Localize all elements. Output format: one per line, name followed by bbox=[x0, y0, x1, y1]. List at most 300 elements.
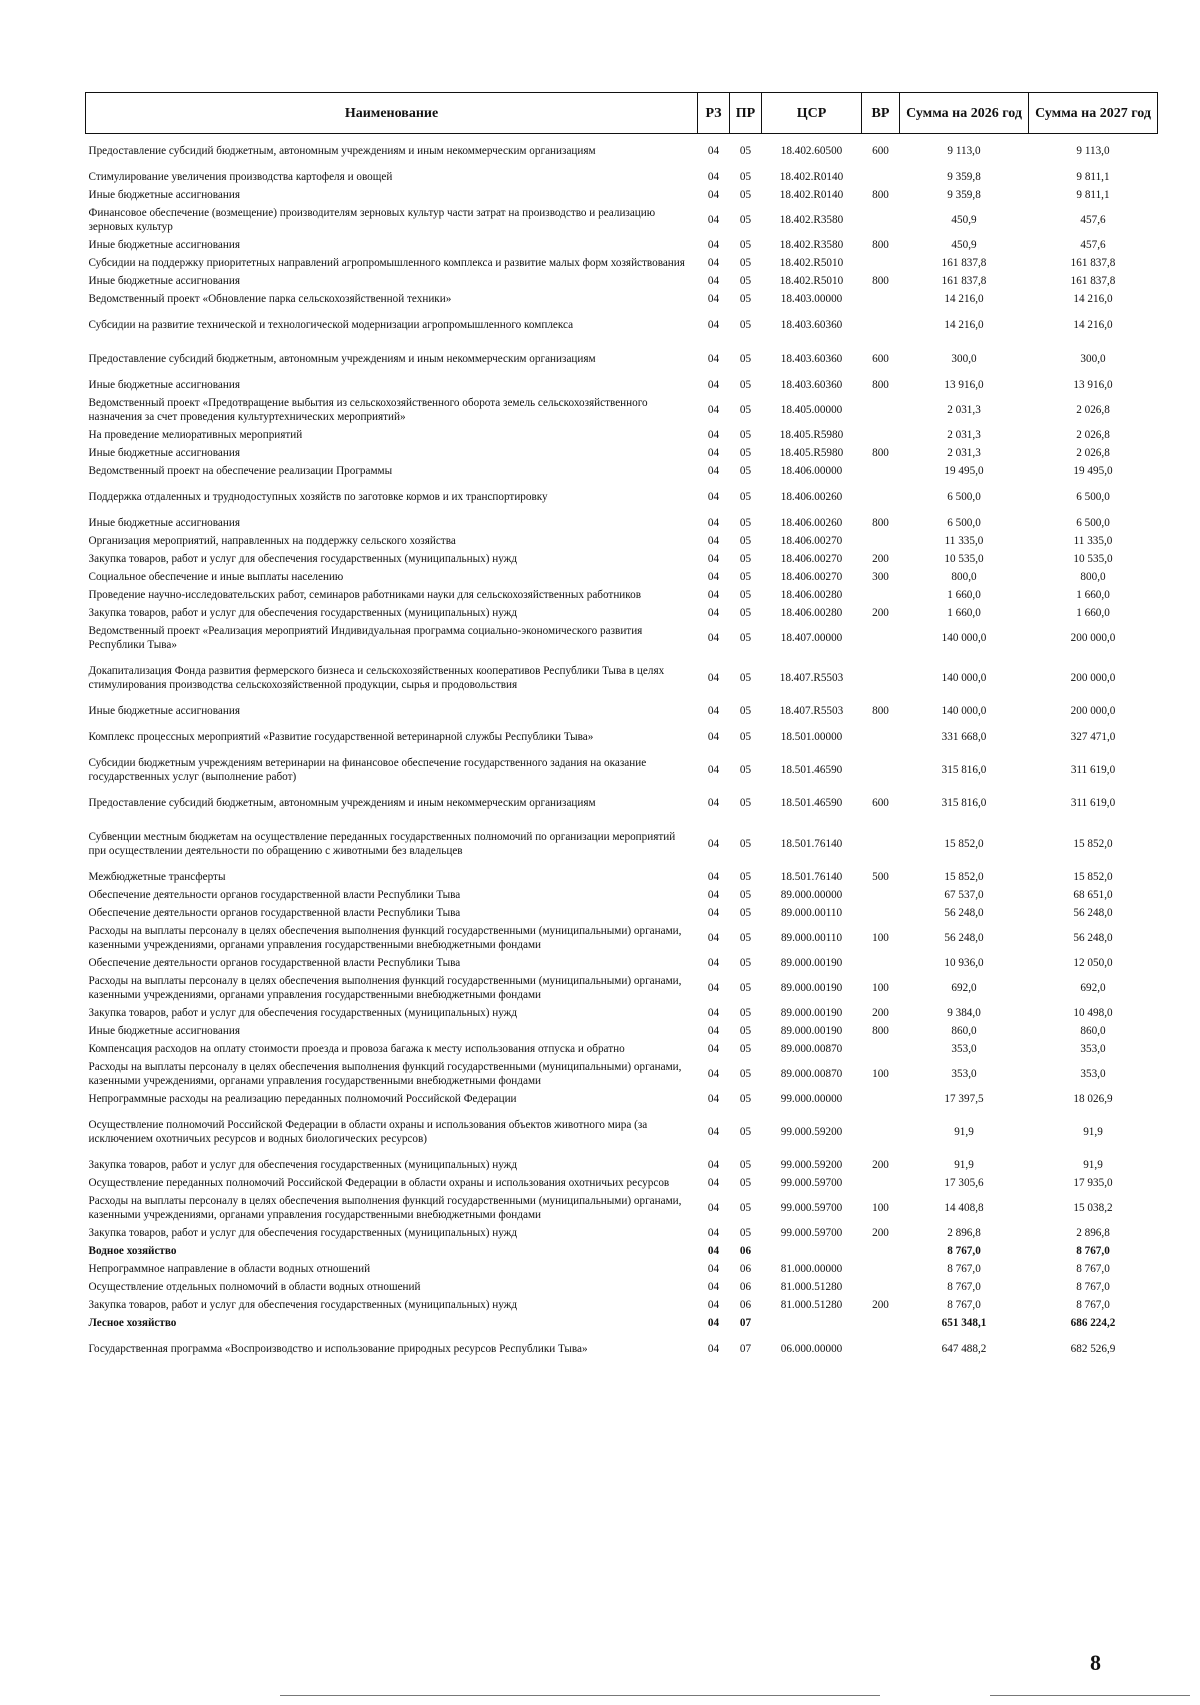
cell-name: Финансовое обеспечение (возмещение) производителям зерновых культур части затрат на производство и реализацию зерновых культур bbox=[88, 207, 656, 233]
cell-rz: 04 bbox=[707, 189, 720, 201]
cell-csr: 89.000.00110 bbox=[780, 907, 843, 919]
cell-name: Осуществление полномочий Российской Федерации в области охраны и использования объектов животного мира (за исключением охотничьих ресурсов и водных биологических ресурсов) bbox=[88, 1119, 648, 1145]
cell-sum-2026: 10 936,0 bbox=[944, 957, 984, 969]
cell-vr bbox=[862, 290, 900, 308]
cell-sum-2027: 2 026,8 bbox=[1076, 429, 1110, 441]
cell-pr: 05 bbox=[739, 1227, 752, 1239]
cell-name: Компенсация расходов на оплату стоимости проезда и провоза багажа к месту использования отпуска и обратно bbox=[88, 1043, 625, 1055]
cell-rz: 04 bbox=[707, 429, 720, 441]
cell-name: Ведомственный проект «Реализация мероприятий Индивидуальная программа социально-экономического развития Республики Тыва» bbox=[88, 625, 643, 651]
cell-sum-2026: 161 837,8 bbox=[941, 275, 987, 287]
cell-sum-2026: 9 384,0 bbox=[947, 1007, 981, 1019]
cell-vr bbox=[862, 532, 900, 550]
cell-name: Непрограммное направление в области водных отношений bbox=[88, 1263, 371, 1275]
cell-name: Иные бюджетные ассигнования bbox=[88, 447, 240, 459]
cell-vr: 200 bbox=[872, 553, 889, 565]
budget-table-page bbox=[85, 92, 1157, 1366]
cell-vr: 800 bbox=[872, 705, 889, 717]
cell-sum-2027: 13 916,0 bbox=[1073, 379, 1113, 391]
cell-csr: 18.407.R5503 bbox=[779, 705, 844, 717]
cell-sum-2026: 140 000,0 bbox=[941, 632, 987, 644]
cell-vr bbox=[862, 204, 900, 236]
cell-pr: 05 bbox=[739, 838, 752, 850]
cell-vr bbox=[862, 720, 900, 754]
cell-csr: 18.403.60360 bbox=[780, 353, 843, 365]
cell-pr: 05 bbox=[739, 907, 752, 919]
cell-pr: 05 bbox=[739, 465, 752, 477]
table-row bbox=[86, 394, 1158, 426]
table-row bbox=[86, 922, 1158, 954]
cell-pr: 05 bbox=[739, 731, 752, 743]
cell-sum-2027: 8 767,0 bbox=[1076, 1299, 1110, 1311]
cell-sum-2027: 161 837,8 bbox=[1070, 275, 1116, 287]
cell-vr bbox=[862, 1242, 900, 1260]
cell-vr: 100 bbox=[872, 1068, 889, 1080]
cell-csr: 18.402.R3580 bbox=[779, 239, 844, 251]
cell-vr bbox=[862, 462, 900, 480]
cell-sum-2027: 327 471,0 bbox=[1070, 731, 1116, 743]
cell-sum-2026: 6 500,0 bbox=[947, 491, 981, 503]
cell-pr: 05 bbox=[739, 257, 752, 269]
cell-rz: 04 bbox=[707, 607, 720, 619]
cell-rz: 04 bbox=[707, 871, 720, 883]
cell-name: Закупка товаров, работ и услуг для обеспечения государственных (муниципальных) нужд bbox=[88, 553, 518, 565]
cell-vr bbox=[862, 1278, 900, 1296]
cell-sum-2026: 8 767,0 bbox=[947, 1263, 981, 1275]
cell-name: Иные бюджетные ассигнования bbox=[88, 517, 240, 529]
cell-csr: 18.501.76140 bbox=[780, 838, 843, 850]
cell-sum-2026: 13 916,0 bbox=[944, 379, 984, 391]
cell-name: Иные бюджетные ассигнования bbox=[88, 1025, 240, 1037]
cell-csr: 18.501.76140 bbox=[780, 871, 843, 883]
cell-vr bbox=[862, 480, 900, 514]
cell-rz: 04 bbox=[707, 1299, 720, 1311]
cell-sum-2027: 14 216,0 bbox=[1073, 293, 1113, 305]
cell-pr: 05 bbox=[739, 1093, 752, 1105]
cell-pr: 05 bbox=[739, 404, 752, 416]
table-row bbox=[86, 720, 1158, 754]
cell-csr: 89.000.00190 bbox=[780, 1025, 843, 1037]
cell-pr: 05 bbox=[739, 379, 752, 391]
cell-rz: 04 bbox=[707, 797, 720, 809]
cell-sum-2027: 860,0 bbox=[1080, 1025, 1106, 1037]
cell-csr: 18.405.R5980 bbox=[779, 429, 844, 441]
cell-name: Субсидии на поддержку приоритетных направлений агропромышленного комплекса и развитие малых форм хозяйствования bbox=[88, 257, 685, 269]
table-row bbox=[86, 1224, 1158, 1242]
table-row bbox=[86, 1260, 1158, 1278]
cell-vr: 800 bbox=[872, 239, 889, 251]
cell-vr: 800 bbox=[872, 275, 889, 287]
cell-name: Обеспечение деятельности органов государственной власти Республики Тыва bbox=[88, 957, 461, 969]
cell-name: Закупка товаров, работ и услуг для обеспечения государственных (муниципальных) нужд bbox=[88, 1159, 518, 1171]
cell-vr: 200 bbox=[872, 1227, 889, 1239]
cell-sum-2026: 140 000,0 bbox=[941, 705, 987, 717]
cell-rz: 04 bbox=[707, 1263, 720, 1275]
cell-vr: 200 bbox=[872, 1007, 889, 1019]
cell-pr: 06 bbox=[739, 1245, 752, 1257]
cell-sum-2026: 331 668,0 bbox=[941, 731, 987, 743]
cell-name: Иные бюджетные ассигнования bbox=[88, 189, 240, 201]
cell-vr bbox=[862, 954, 900, 972]
cell-csr: 18.406.00260 bbox=[780, 517, 843, 529]
cell-rz: 04 bbox=[707, 1202, 720, 1214]
cell-sum-2027: 8 767,0 bbox=[1076, 1263, 1110, 1275]
cell-name: Закупка товаров, работ и услуг для обеспечения государственных (муниципальных) нужд bbox=[88, 1299, 518, 1311]
cell-rz: 04 bbox=[707, 731, 720, 743]
cell-sum-2027: 353,0 bbox=[1080, 1068, 1106, 1080]
cell-pr: 05 bbox=[739, 705, 752, 717]
cell-csr: 81.000.00000 bbox=[780, 1263, 843, 1275]
cell-sum-2027: 9 113,0 bbox=[1076, 145, 1110, 157]
cell-sum-2027: 353,0 bbox=[1080, 1043, 1106, 1055]
cell-sum-2027: 14 216,0 bbox=[1073, 319, 1113, 331]
bottom-scan-line bbox=[280, 1695, 880, 1696]
table-row bbox=[86, 1090, 1158, 1108]
table-row bbox=[86, 272, 1158, 290]
cell-pr: 06 bbox=[739, 1281, 752, 1293]
cell-csr: 18.405.R5980 bbox=[779, 447, 844, 459]
cell-csr: 18.403.60360 bbox=[780, 379, 843, 391]
cell-sum-2026: 2 031,3 bbox=[947, 447, 981, 459]
cell-rz: 04 bbox=[707, 1159, 720, 1171]
cell-vr: 200 bbox=[872, 607, 889, 619]
table-body bbox=[86, 134, 1158, 1367]
bottom-scan-line-right bbox=[990, 1695, 1190, 1696]
cell-sum-2026: 8 767,0 bbox=[947, 1299, 981, 1311]
cell-name: Иные бюджетные ассигнования bbox=[88, 239, 240, 251]
cell-vr: 600 bbox=[872, 145, 889, 157]
cell-rz: 04 bbox=[707, 932, 720, 944]
cell-csr: 18.501.46590 bbox=[780, 797, 843, 809]
cell-sum-2026: 9 113,0 bbox=[947, 145, 981, 157]
cell-name: Расходы на выплаты персоналу в целях обеспечения выполнения функций государственными (муниципальными) органами, казенными учреждениями, органами управления государственными внебюджетными фондами bbox=[88, 975, 682, 1001]
cell-name: Лесное хозяйство bbox=[88, 1317, 177, 1329]
cell-sum-2027: 56 248,0 bbox=[1073, 907, 1113, 919]
table-row bbox=[86, 868, 1158, 886]
table-row bbox=[86, 886, 1158, 904]
table-row bbox=[86, 1278, 1158, 1296]
cell-name: Социальное обеспечение и иные выплаты населению bbox=[88, 571, 344, 583]
table-header bbox=[86, 93, 1158, 134]
cell-sum-2027: 8 767,0 bbox=[1076, 1281, 1110, 1293]
cell-sum-2026: 450,9 bbox=[951, 239, 977, 251]
cell-rz: 04 bbox=[707, 257, 720, 269]
table-row bbox=[86, 168, 1158, 186]
cell-name: Осуществление переданных полномочий Российской Федерации в области охраны и использования охотничьих ресурсов bbox=[88, 1177, 670, 1189]
cell-vr: 600 bbox=[872, 353, 889, 365]
cell-rz: 04 bbox=[707, 764, 720, 776]
cell-vr bbox=[862, 1260, 900, 1278]
cell-vr bbox=[862, 1332, 900, 1366]
table-row bbox=[86, 1040, 1158, 1058]
table-row bbox=[86, 480, 1158, 514]
table-row bbox=[86, 186, 1158, 204]
cell-sum-2027: 17 935,0 bbox=[1073, 1177, 1113, 1189]
table-row bbox=[86, 604, 1158, 622]
cell-rz: 04 bbox=[707, 293, 720, 305]
cell-sum-2027: 19 495,0 bbox=[1073, 465, 1113, 477]
cell-name: Закупка товаров, работ и услуг для обеспечения государственных (муниципальных) нужд bbox=[88, 1007, 518, 1019]
table-row bbox=[86, 1174, 1158, 1192]
cell-sum-2027: 9 811,1 bbox=[1076, 189, 1110, 201]
cell-csr: 18.406.00270 bbox=[780, 553, 843, 565]
cell-sum-2027: 12 050,0 bbox=[1073, 957, 1113, 969]
header-csr: ЦСР bbox=[762, 93, 862, 134]
cell-pr: 05 bbox=[739, 607, 752, 619]
table-row bbox=[86, 904, 1158, 922]
cell-csr: 89.000.00190 bbox=[780, 982, 843, 994]
cell-sum-2027: 800,0 bbox=[1080, 571, 1106, 583]
table-row bbox=[86, 1242, 1158, 1260]
cell-csr: 18.406.00260 bbox=[780, 491, 843, 503]
cell-name: Расходы на выплаты персоналу в целях обеспечения выполнения функций государственными (муниципальными) органами, казенными учреждениями, органами управления государственными внебюджетными фондами bbox=[88, 1061, 682, 1087]
cell-name: Проведение научно-исследовательских работ, семинаров работниками науки для сельскохозяйственных работников bbox=[88, 589, 642, 601]
table-row bbox=[86, 1314, 1158, 1332]
cell-rz: 04 bbox=[707, 571, 720, 583]
cell-sum-2026: 315 816,0 bbox=[941, 797, 987, 809]
cell-name: Обеспечение деятельности органов государственной власти Республики Тыва bbox=[88, 889, 461, 901]
cell-sum-2026: 56 248,0 bbox=[944, 932, 984, 944]
cell-rz: 04 bbox=[707, 1177, 720, 1189]
cell-rz: 04 bbox=[707, 1007, 720, 1019]
cell-rz: 04 bbox=[707, 1343, 720, 1355]
cell-csr: 18.406.00270 bbox=[780, 535, 843, 547]
cell-sum-2026: 2 031,3 bbox=[947, 429, 981, 441]
cell-sum-2027: 2 896,8 bbox=[1076, 1227, 1110, 1239]
cell-sum-2026: 161 837,8 bbox=[941, 257, 987, 269]
cell-sum-2027: 9 811,1 bbox=[1076, 171, 1110, 183]
cell-rz: 04 bbox=[707, 214, 720, 226]
cell-vr bbox=[862, 1174, 900, 1192]
cell-rz: 04 bbox=[707, 907, 720, 919]
cell-name: Водное хозяйство bbox=[88, 1245, 177, 1257]
cell-pr: 05 bbox=[739, 239, 752, 251]
cell-rz: 04 bbox=[707, 1281, 720, 1293]
cell-csr: 18.403.00000 bbox=[780, 293, 843, 305]
cell-pr: 07 bbox=[739, 1343, 752, 1355]
cell-sum-2027: 457,6 bbox=[1080, 214, 1106, 226]
cell-name: Государственная программа «Воспроизводство и использование природных ресурсов Республики Тыва» bbox=[88, 1343, 588, 1355]
cell-sum-2027: 200 000,0 bbox=[1070, 632, 1116, 644]
cell-name: На проведение мелиоративных мероприятий bbox=[88, 429, 303, 441]
cell-name: Предоставление субсидий бюджетным, автономным учреждениям и иным некоммерческим организациям bbox=[88, 797, 596, 809]
table-row bbox=[86, 514, 1158, 532]
cell-name: Комплекс процессных мероприятий «Развитие государственной ветеринарной службы Республики Тыва» bbox=[88, 731, 594, 743]
table-row bbox=[86, 586, 1158, 604]
header-sum-2026: Сумма на 2026 год bbox=[900, 93, 1029, 134]
cell-vr: 800 bbox=[872, 1025, 889, 1037]
cell-name: Осуществление отдельных полномочий в области водных отношений bbox=[88, 1281, 421, 1293]
budget-table bbox=[85, 92, 1158, 1366]
cell-sum-2027: 10 498,0 bbox=[1073, 1007, 1113, 1019]
cell-name: Иные бюджетные ассигнования bbox=[88, 275, 240, 287]
cell-rz: 04 bbox=[707, 1025, 720, 1037]
cell-csr: 18.406.00280 bbox=[780, 589, 843, 601]
table-row bbox=[86, 786, 1158, 820]
cell-vr: 600 bbox=[872, 797, 889, 809]
cell-sum-2027: 8 767,0 bbox=[1076, 1245, 1110, 1257]
cell-name: Субсидии на развитие технической и технологической модернизации агропромышленного комплекса bbox=[88, 319, 574, 331]
cell-rz: 04 bbox=[707, 239, 720, 251]
header-pr: ПР bbox=[730, 93, 762, 134]
table-row bbox=[86, 290, 1158, 308]
cell-pr: 05 bbox=[739, 517, 752, 529]
cell-sum-2026: 8 767,0 bbox=[947, 1281, 981, 1293]
cell-vr bbox=[862, 308, 900, 342]
cell-vr bbox=[862, 622, 900, 654]
cell-sum-2026: 860,0 bbox=[951, 1025, 977, 1037]
table-row bbox=[86, 820, 1158, 868]
cell-sum-2026: 353,0 bbox=[951, 1068, 977, 1080]
cell-sum-2026: 651 348,1 bbox=[941, 1317, 987, 1329]
cell-sum-2026: 14 408,8 bbox=[944, 1202, 984, 1214]
cell-sum-2027: 300,0 bbox=[1080, 353, 1106, 365]
cell-vr: 100 bbox=[872, 982, 889, 994]
header-vr: ВР bbox=[862, 93, 900, 134]
table-row bbox=[86, 622, 1158, 654]
cell-rz: 04 bbox=[707, 1093, 720, 1105]
cell-pr: 07 bbox=[739, 1317, 752, 1329]
cell-name: Ведомственный проект «Предотвращение выбытия из сельскохозяйственного оборота земель сельскохозяйственного назначения за счет проведения культуртехнических мероприятий» bbox=[88, 397, 648, 423]
cell-rz: 04 bbox=[707, 465, 720, 477]
cell-csr: 81.000.51280 bbox=[780, 1299, 843, 1311]
cell-vr bbox=[862, 394, 900, 426]
table-row bbox=[86, 702, 1158, 720]
cell-vr bbox=[862, 654, 900, 702]
cell-rz: 04 bbox=[707, 379, 720, 391]
cell-rz: 04 bbox=[707, 589, 720, 601]
cell-pr: 06 bbox=[739, 1263, 752, 1275]
cell-pr: 05 bbox=[739, 171, 752, 183]
cell-sum-2026: 315 816,0 bbox=[941, 764, 987, 776]
cell-sum-2027: 10 535,0 bbox=[1073, 553, 1113, 565]
cell-pr: 05 bbox=[739, 189, 752, 201]
cell-name: Поддержка отдаленных и труднодоступных хозяйств по заготовке кормов и их транспортировку bbox=[88, 491, 548, 503]
cell-sum-2027: 200 000,0 bbox=[1070, 672, 1116, 684]
cell-rz: 04 bbox=[707, 145, 720, 157]
cell-pr: 05 bbox=[739, 957, 752, 969]
table-row bbox=[86, 1058, 1158, 1090]
cell-pr: 05 bbox=[739, 932, 752, 944]
cell-pr: 05 bbox=[739, 1068, 752, 1080]
cell-csr: 18.403.60360 bbox=[780, 319, 843, 331]
table-row bbox=[86, 1332, 1158, 1366]
cell-rz: 04 bbox=[707, 632, 720, 644]
table-row bbox=[86, 1156, 1158, 1174]
cell-sum-2026: 91,9 bbox=[954, 1159, 974, 1171]
cell-pr: 05 bbox=[739, 293, 752, 305]
cell-rz: 04 bbox=[707, 535, 720, 547]
cell-vr: 200 bbox=[872, 1299, 889, 1311]
cell-vr: 800 bbox=[872, 379, 889, 391]
cell-vr bbox=[862, 820, 900, 868]
cell-pr: 05 bbox=[739, 672, 752, 684]
cell-rz: 04 bbox=[707, 404, 720, 416]
cell-rz: 04 bbox=[707, 889, 720, 901]
cell-csr: 89.000.00190 bbox=[780, 957, 843, 969]
header-rz: РЗ bbox=[698, 93, 730, 134]
table-row bbox=[86, 426, 1158, 444]
cell-csr: 18.402.R5010 bbox=[779, 257, 844, 269]
cell-csr: 99.000.59700 bbox=[780, 1202, 843, 1214]
cell-csr: 18.405.00000 bbox=[780, 404, 843, 416]
table-row bbox=[86, 342, 1158, 376]
cell-rz: 04 bbox=[707, 275, 720, 287]
cell-name: Ведомственный проект «Обновление парка сельскохозяйственной техники» bbox=[88, 293, 452, 305]
table-row bbox=[86, 1108, 1158, 1156]
cell-csr: 18.407.R5503 bbox=[779, 672, 844, 684]
cell-csr: 89.000.00110 bbox=[780, 932, 843, 944]
cell-csr: 18.406.00280 bbox=[780, 607, 843, 619]
cell-csr: 89.000.00190 bbox=[780, 1007, 843, 1019]
cell-pr: 05 bbox=[739, 429, 752, 441]
cell-csr bbox=[762, 1242, 862, 1260]
cell-name: Непрограммные расходы на реализацию переданных полномочий Российской Федерации bbox=[88, 1093, 517, 1105]
cell-pr: 05 bbox=[739, 319, 752, 331]
cell-sum-2026: 14 216,0 bbox=[944, 293, 984, 305]
cell-vr bbox=[862, 254, 900, 272]
cell-vr bbox=[862, 904, 900, 922]
cell-csr: 99.000.59200 bbox=[780, 1159, 843, 1171]
cell-name: Иные бюджетные ассигнования bbox=[88, 705, 240, 717]
cell-sum-2027: 18 026,9 bbox=[1073, 1093, 1113, 1105]
cell-sum-2026: 67 537,0 bbox=[944, 889, 984, 901]
cell-sum-2027: 686 224,2 bbox=[1070, 1317, 1116, 1329]
table-row bbox=[86, 550, 1158, 568]
cell-name: Ведомственный проект на обеспечение реализации Программы bbox=[88, 465, 393, 477]
table-row bbox=[86, 236, 1158, 254]
cell-name: Субсидии бюджетным учреждениям ветеринарии на финансовое обеспечение государственного задания на оказание государственных услуг (выполнение работ) bbox=[88, 757, 647, 783]
cell-pr: 05 bbox=[739, 535, 752, 547]
table-row bbox=[86, 568, 1158, 586]
cell-name: Расходы на выплаты персоналу в целях обеспечения выполнения функций государственными (муниципальными) органами, казенными учреждениями, органами управления государственными внебюджетными фондами bbox=[88, 925, 682, 951]
cell-rz: 04 bbox=[707, 838, 720, 850]
cell-sum-2026: 56 248,0 bbox=[944, 907, 984, 919]
cell-sum-2026: 692,0 bbox=[951, 982, 977, 994]
cell-pr: 05 bbox=[739, 889, 752, 901]
page-number: 8 bbox=[1090, 1650, 1101, 1675]
cell-pr: 05 bbox=[739, 871, 752, 883]
cell-csr: 89.000.00000 bbox=[780, 889, 843, 901]
table-row bbox=[86, 954, 1158, 972]
cell-csr: 18.402.R3580 bbox=[779, 214, 844, 226]
cell-sum-2027: 2 026,8 bbox=[1076, 447, 1110, 459]
cell-pr: 05 bbox=[739, 1202, 752, 1214]
cell-rz: 04 bbox=[707, 1227, 720, 1239]
cell-pr: 05 bbox=[739, 764, 752, 776]
cell-sum-2026: 800,0 bbox=[951, 571, 977, 583]
cell-sum-2027: 15 852,0 bbox=[1073, 838, 1113, 850]
cell-sum-2026: 9 359,8 bbox=[947, 171, 981, 183]
cell-sum-2027: 6 500,0 bbox=[1076, 491, 1110, 503]
cell-rz: 04 bbox=[707, 491, 720, 503]
cell-pr: 05 bbox=[739, 1159, 752, 1171]
cell-rz: 04 bbox=[707, 705, 720, 717]
cell-pr: 05 bbox=[739, 214, 752, 226]
cell-csr bbox=[762, 1314, 862, 1332]
cell-rz: 04 bbox=[707, 553, 720, 565]
table-row bbox=[86, 972, 1158, 1004]
cell-pr: 05 bbox=[739, 491, 752, 503]
cell-csr: 18.402.R0140 bbox=[779, 189, 844, 201]
cell-pr: 05 bbox=[739, 447, 752, 459]
cell-csr: 81.000.51280 bbox=[780, 1281, 843, 1293]
table-row bbox=[86, 444, 1158, 462]
cell-rz: 04 bbox=[707, 1068, 720, 1080]
cell-vr: 200 bbox=[872, 1159, 889, 1171]
cell-pr: 05 bbox=[739, 1126, 752, 1138]
cell-rz: 04 bbox=[707, 171, 720, 183]
